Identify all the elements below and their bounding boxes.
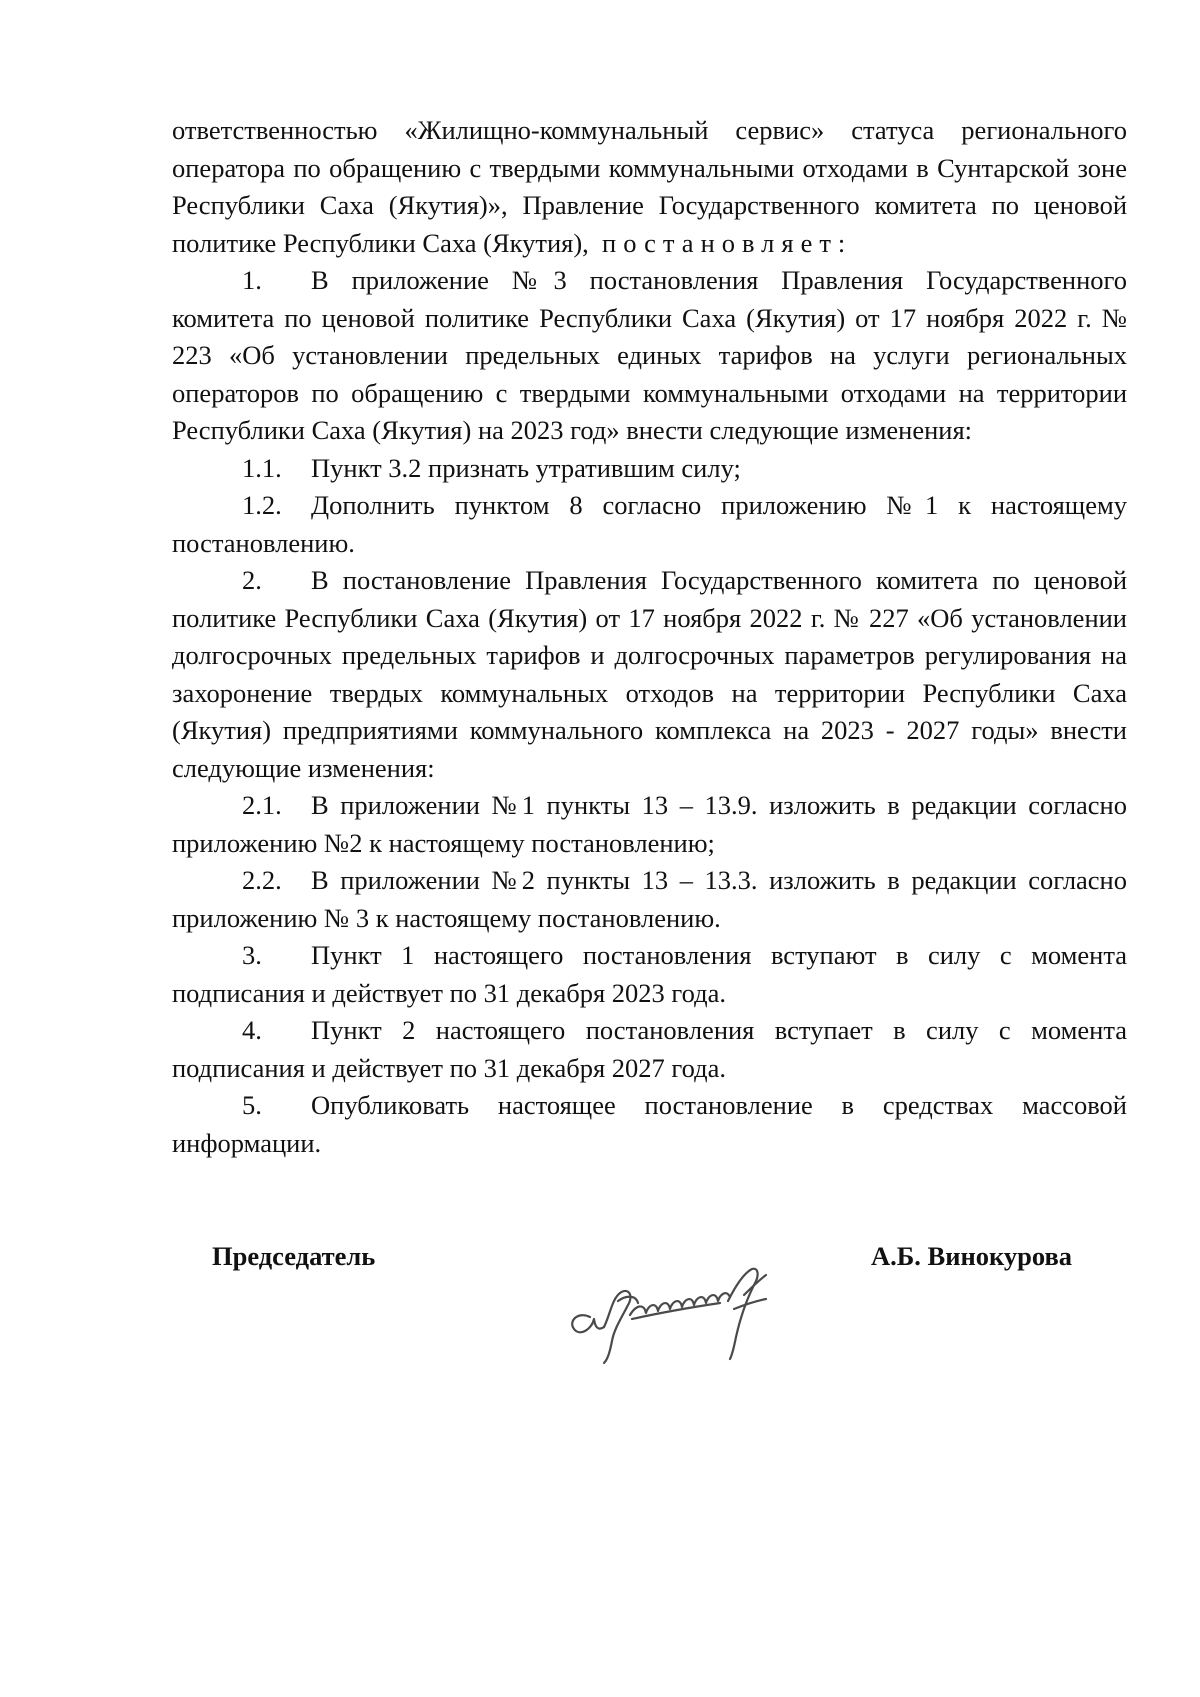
item-text: В приложение №3 постановления Правления Государственного комитета по ценовой политике Республики Саха (Якутия) от 17 ноября 2022 г. № 223 «Об установлении предельных единых тарифов на услуги региональных операторов по обращению с твердыми коммунальными отходами на территории Республики Саха (Якутия) на 2023 год» внести следующие изменения: (172, 265, 1127, 445)
item-4 (172, 1012, 1127, 1087)
item-1 (172, 262, 1127, 450)
item-1-2 (172, 487, 1127, 562)
item-2-1 (172, 787, 1127, 862)
intro-text: ответственностью «Жилищно-коммунальный сервис» статуса регионального оператора по обращению с твердыми коммунальными отходами в Сунтарской зоне Республики Саха (Якутия)», Правление Государственного комитета по ценовой политике Республики Саха (Якутия), (172, 115, 1127, 258)
item-5 (172, 1087, 1127, 1162)
signature-block (0, 1225, 1200, 1365)
intro-paragraph (172, 112, 1127, 262)
item-number: 2.1. (242, 790, 282, 820)
item-text: Дополнить пунктом 8 согласно приложению №1 к настоящему постановлению. (172, 490, 1127, 558)
item-text: Пункт 3.2 признать утратившим силу; (311, 452, 741, 483)
item-text: Пункт 2 настоящего постановления вступает в силу с момента подписания и действует по 31 декабря 2027 года. (172, 1015, 1127, 1083)
item-text: В приложении №1 пункты 13 – 13.9. изложить в редакции согласно приложению №2 к настоящему постановлению; (172, 790, 1127, 858)
item-number: 3. (242, 940, 262, 970)
item-number: 2. (242, 565, 262, 595)
item-3 (172, 937, 1127, 1012)
item-number: 1.2. (242, 490, 282, 520)
handwritten-signature (560, 1255, 810, 1365)
item-number: 2.2. (242, 865, 282, 895)
resolves-word: постановляет: (602, 227, 853, 258)
item-number: 1. (242, 265, 262, 295)
item-2 (172, 562, 1127, 787)
item-number: 4. (242, 1015, 262, 1045)
item-number: 1.1. (242, 452, 282, 483)
item-text: Опубликовать настоящее постановление в средствах массовой информации. (172, 1090, 1127, 1158)
item-2-2 (172, 862, 1127, 937)
item-number: 5. (242, 1090, 262, 1120)
document-body (172, 112, 1127, 1162)
item-1-1 (172, 450, 1127, 488)
item-text: Пункт 1 настоящего постановления вступают в силу с момента подписания и действует по 31 декабря 2023 года. (172, 940, 1127, 1008)
item-text: В постановление Правления Государственного комитета по ценовой политике Республики Саха (Якутия) от 17 ноября 2022 г. № 227 «Об установлении долгосрочных предельных тарифов и долгосрочных параметров регулирования на захоронение твердых коммунальных отходов на территории Республики Саха (Якутия) предприятиями коммунального комплекса на 2023 - 2027 годы» внести следующие изменения: (172, 565, 1127, 783)
item-text: В приложении №2 пункты 13 – 13.3. изложить в редакции согласно приложению № 3 к настоящему постановлению. (172, 865, 1127, 933)
signatory-name: А.Б. Винокурова (871, 1241, 1073, 1271)
signatory-role: Председатель (212, 1241, 376, 1271)
